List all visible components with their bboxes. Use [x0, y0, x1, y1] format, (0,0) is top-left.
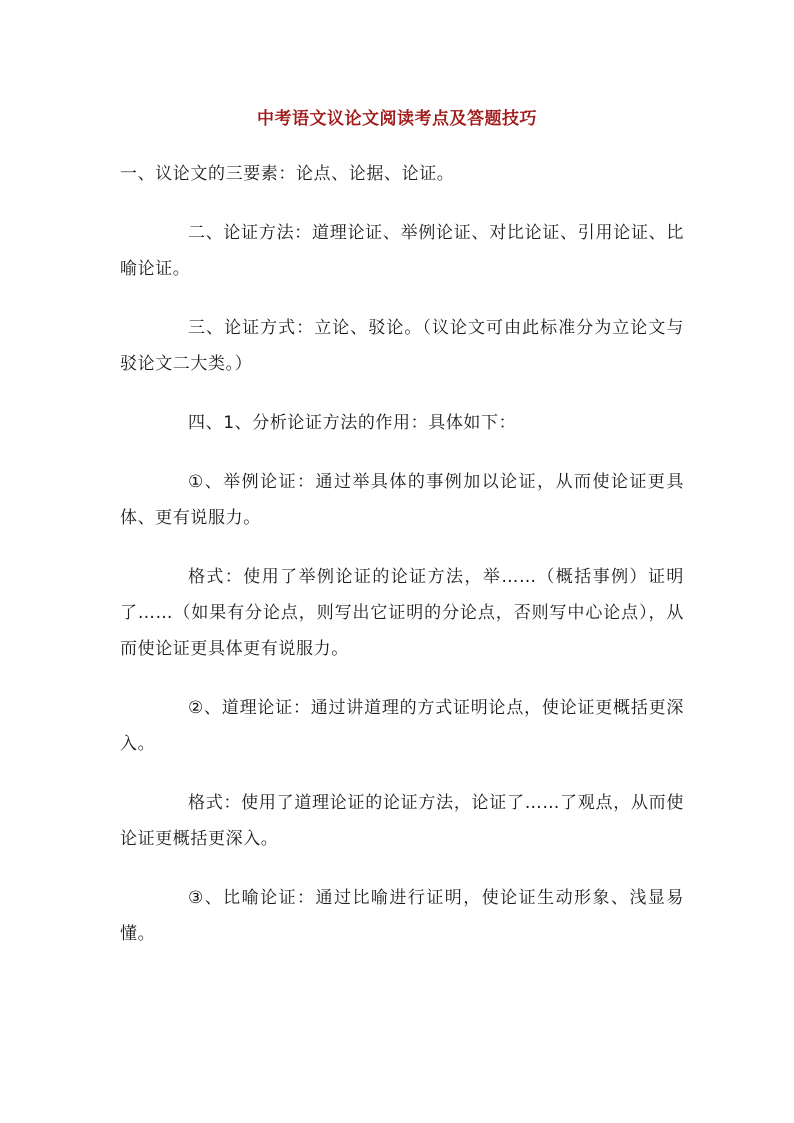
paragraph-example-argument: ①、举例论证：通过举具体的事例加以论证，从而使论证更具体、更有说服力。: [120, 472, 684, 528]
paragraph-example-format: 格式：使用了举例论证的论证方法，举……（概括事例）证明了……（如果有分论点，则写出它证明的分论点，否则写中心论点），从而使论证更具体更有说服力。: [120, 567, 684, 659]
paragraph-reasoning-format: 格式：使用了道理论证的论证方法，论证了……了观点，从而使论证更概括更深入。: [120, 793, 684, 849]
paragraph-argument-methods: 二、论证方法：道理论证、举例论证、对比论证、引用论证、比喻论证。: [120, 223, 684, 279]
paragraph-argument-modes: 三、论证方式：立论、驳论。（议论文可由此标准分为立论文与驳论文二大类。）: [120, 318, 684, 374]
document-body: [120, 156, 684, 975]
document-title: 中考语文议论文阅读考点及答题技巧: [257, 109, 537, 129]
paragraph-three-elements: 一、议论文的三要素：论点、论据、论证。: [120, 164, 455, 184]
paragraph-metaphor-argument: ③、比喻论证：通过比喻进行证明，使论证生动形象、浅显易懂。: [120, 888, 684, 944]
paragraph-analysis-heading: 四、1、分析论证方法的作用：具体如下：: [188, 413, 517, 433]
paragraph-reasoning-argument: ②、道理论证：通过讲道理的方式证明论点，使论证更概括更深入。: [120, 698, 684, 754]
